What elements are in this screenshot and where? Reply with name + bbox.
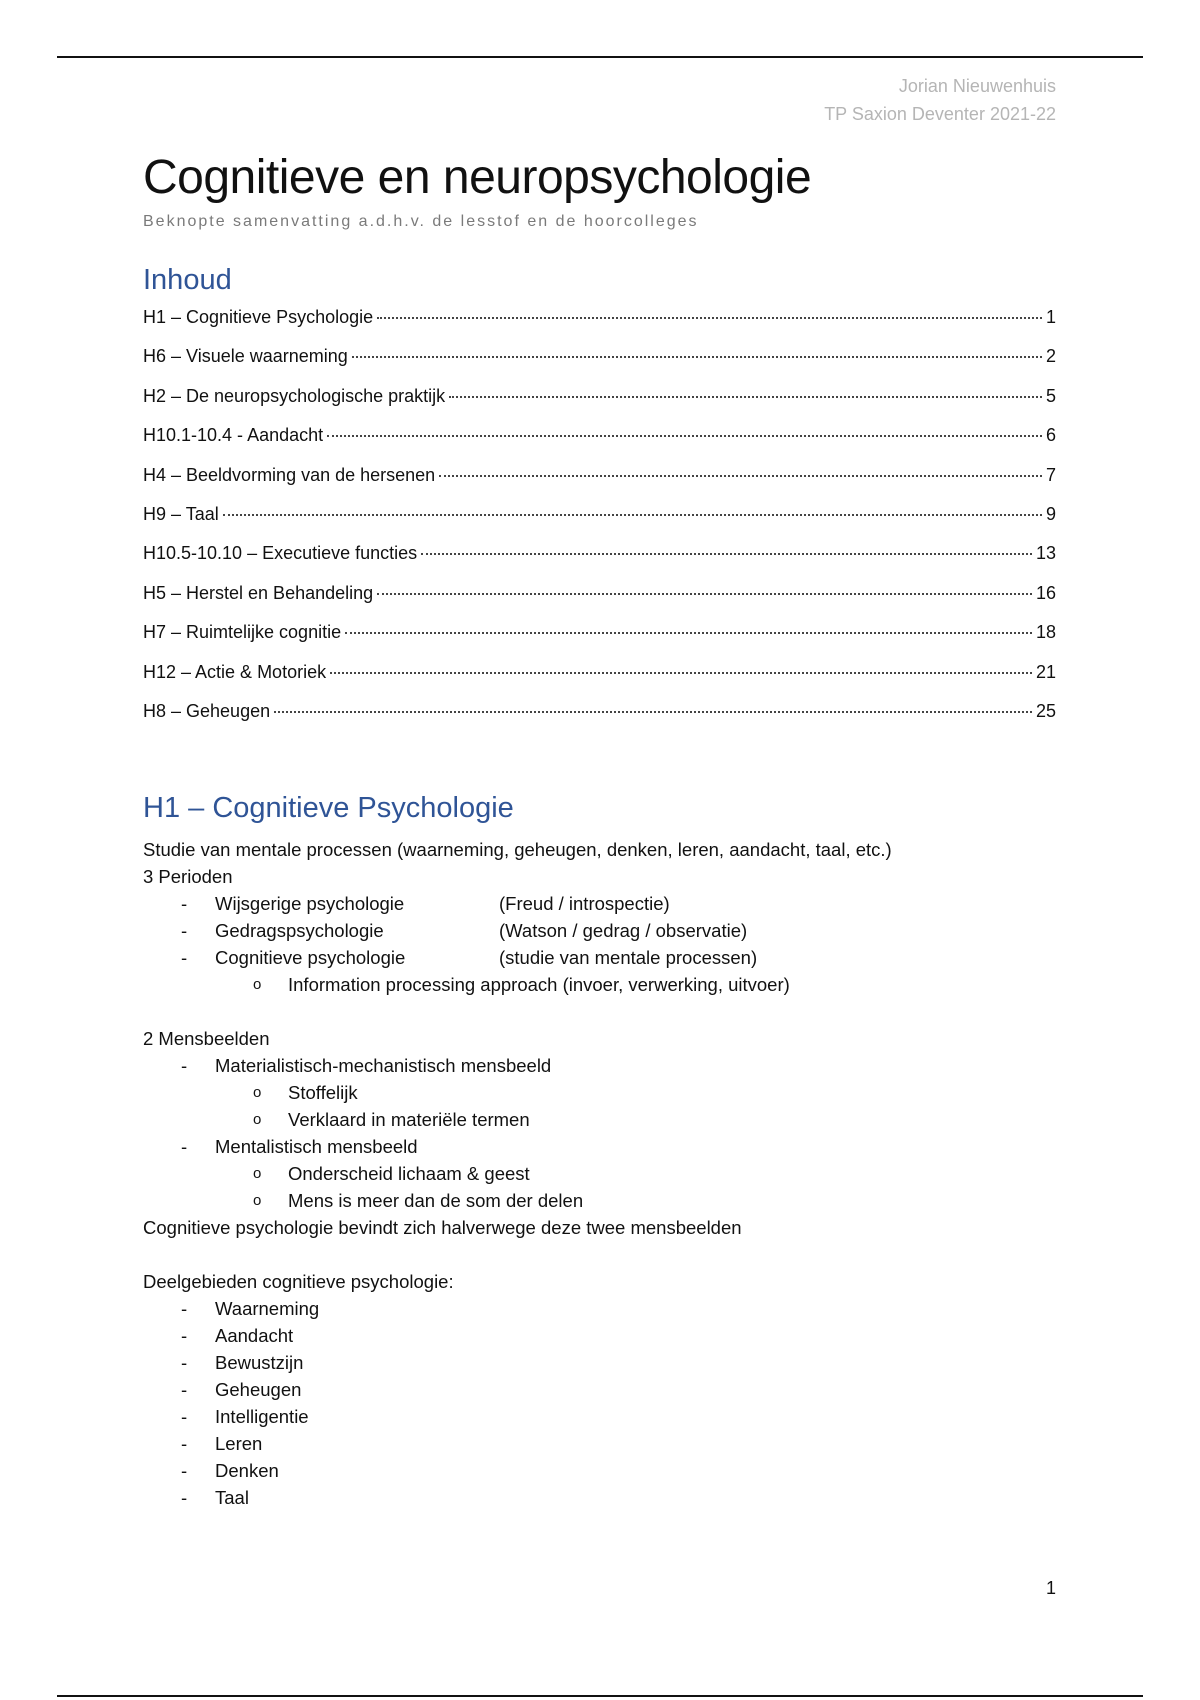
top-rule	[57, 56, 1143, 58]
toc-entry-label: H6 – Visuele waarneming	[143, 346, 348, 367]
list-item	[143, 890, 1056, 917]
period-name: Gedragspsychologie	[215, 920, 384, 941]
toc-entry-page: 16	[1035, 582, 1056, 603]
list-item	[143, 971, 1056, 998]
section-conclusion: Cognitieve psychologie bevindt zich halverwege deze twee mensbeelden	[143, 1217, 742, 1238]
document-title: Cognitieve en neuropsychologie	[143, 151, 812, 204]
list-item	[143, 917, 1056, 944]
dash-bullet: -	[181, 1487, 188, 1508]
toc-entry-label: H10.1-10.4 - Aandacht	[143, 425, 324, 446]
toc-entry[interactable]	[143, 465, 1056, 504]
dash-bullet: -	[181, 1433, 188, 1454]
table-of-contents	[143, 307, 1056, 740]
dash-bullet: -	[181, 1325, 188, 1346]
circle-bullet: o	[253, 1165, 262, 1182]
toc-entry-page: 5	[1045, 385, 1056, 406]
area-item: Intelligentie	[215, 1406, 309, 1427]
area-item: Aandacht	[215, 1325, 294, 1346]
list-item	[143, 1322, 1056, 1349]
circle-bullet: o	[253, 1192, 262, 1209]
toc-entry-label: H4 – Beeldvorming van de hersenen	[143, 464, 436, 485]
list-item	[143, 1052, 1056, 1079]
toc-leader-dots	[274, 711, 1032, 713]
blank-line	[143, 998, 1056, 1025]
author-name: Jorian Nieuwenhuis	[898, 76, 1056, 96]
blank-line	[143, 1241, 1056, 1268]
list-item	[143, 1295, 1056, 1322]
section-intro: Studie van mentale processen (waarneming, geheugen, denken, leren, aandacht, taal, etc.)	[143, 839, 892, 860]
toc-entry-label: H8 – Geheugen	[143, 700, 271, 721]
mensbeeld-subitem: Verklaard in materiële termen	[288, 1109, 530, 1130]
course-name: TP Saxion Deventer 2021-22	[824, 104, 1056, 124]
toc-entry-page: 6	[1045, 425, 1056, 446]
mensbeelden-title: 2 Mensbeelden	[143, 1028, 270, 1049]
dash-bullet: -	[181, 1460, 188, 1481]
page-number: 1	[1045, 1578, 1056, 1598]
area-item: Denken	[215, 1460, 279, 1481]
mensbeeld-subitem: Stoffelijk	[288, 1082, 358, 1103]
periods-title: 3 Perioden	[143, 866, 233, 887]
period-note: (Freud / introspectie)	[499, 893, 670, 914]
area-item: Leren	[215, 1433, 263, 1454]
list-item	[143, 1403, 1056, 1430]
dash-bullet: -	[181, 893, 188, 914]
period-name: Cognitieve psychologie	[215, 947, 406, 968]
period-note: (Watson / gedrag / observatie)	[499, 920, 748, 941]
toc-entry-page: 2	[1045, 346, 1056, 367]
list-item	[143, 1133, 1056, 1160]
list-item	[143, 1160, 1056, 1187]
section-body	[143, 836, 1056, 1511]
toc-entry[interactable]	[143, 386, 1056, 425]
toc-entry[interactable]	[143, 583, 1056, 622]
toc-entry[interactable]	[143, 543, 1056, 582]
list-item	[143, 1187, 1056, 1214]
toc-entry[interactable]	[143, 307, 1056, 346]
toc-leader-dots	[421, 553, 1032, 555]
circle-bullet: o	[253, 976, 262, 993]
toc-leader-dots	[327, 435, 1042, 437]
toc-leader-dots	[449, 396, 1042, 398]
circle-bullet: o	[253, 1084, 262, 1101]
toc-entry[interactable]	[143, 701, 1056, 740]
period-note: (studie van mentale processen)	[499, 947, 758, 968]
list-item	[143, 1457, 1056, 1484]
area-item: Geheugen	[215, 1379, 302, 1400]
dash-bullet: -	[181, 920, 188, 941]
list-item	[143, 1430, 1056, 1457]
toc-leader-dots	[352, 356, 1042, 358]
toc-leader-dots	[377, 593, 1032, 595]
area-item: Waarneming	[215, 1298, 320, 1319]
toc-entry-label: H1 – Cognitieve Psychologie	[143, 307, 374, 327]
area-item: Taal	[215, 1487, 249, 1508]
toc-entry-label: H2 – De neuropsychologische praktijk	[143, 385, 446, 406]
dash-bullet: -	[181, 1379, 188, 1400]
toc-entry-label: H12 – Actie & Motoriek	[143, 661, 327, 682]
toc-entry[interactable]	[143, 662, 1056, 701]
toc-entry-page: 13	[1035, 543, 1056, 564]
areas-title: Deelgebieden cognitieve psychologie:	[143, 1271, 454, 1292]
document-subtitle: Beknopte samenvatting a.d.h.v. de lesstof en de hoorcolleges	[143, 213, 699, 230]
period-subitem: Information processing approach (invoer, verwerking, uitvoer)	[288, 974, 790, 995]
list-item	[143, 1106, 1056, 1133]
dash-bullet: -	[181, 1055, 188, 1076]
toc-entry-page: 18	[1035, 622, 1056, 643]
toc-entry-label: H7 – Ruimtelijke cognitie	[143, 622, 342, 643]
toc-entry-page: 9	[1045, 503, 1056, 524]
area-item: Bewustzijn	[215, 1352, 304, 1373]
section-heading: H1 – Cognitieve Psychologie	[143, 792, 514, 824]
toc-entry[interactable]	[143, 504, 1056, 543]
circle-bullet: o	[253, 1111, 262, 1128]
dash-bullet: -	[181, 1406, 188, 1427]
list-item	[143, 1079, 1056, 1106]
list-item	[143, 1349, 1056, 1376]
list-item	[143, 1376, 1056, 1403]
toc-entry[interactable]	[143, 622, 1056, 661]
mensbeeld-subitem: Onderscheid lichaam & geest	[288, 1163, 530, 1184]
toc-entry-label: H5 – Herstel en Behandeling	[143, 582, 374, 603]
toc-leader-dots	[223, 514, 1042, 516]
dash-bullet: -	[181, 1352, 188, 1373]
toc-leader-dots	[439, 475, 1042, 477]
toc-entry-label: H9 – Taal	[143, 503, 219, 524]
toc-entry[interactable]	[143, 346, 1056, 385]
toc-leader-dots	[377, 317, 1042, 319]
toc-leader-dots	[345, 632, 1032, 634]
toc-entry-page: 21	[1035, 661, 1056, 682]
toc-entry-page: 7	[1045, 464, 1056, 485]
page-header	[824, 72, 1056, 128]
toc-entry-label: H10.5-10.10 – Executieve functies	[143, 543, 418, 564]
bottom-rule	[57, 1695, 1143, 1697]
list-item	[143, 944, 1056, 971]
dash-bullet: -	[181, 1298, 188, 1319]
mensbeeld-subitem: Mens is meer dan de som der delen	[288, 1190, 584, 1211]
toc-entry[interactable]	[143, 425, 1056, 464]
period-name: Wijsgerige psychologie	[215, 893, 405, 914]
toc-entry-page: 25	[1035, 700, 1056, 721]
toc-heading: Inhoud	[143, 264, 232, 296]
dash-bullet: -	[181, 947, 188, 968]
mensbeeld-name: Materialistisch-mechanistisch mensbeeld	[215, 1055, 552, 1076]
mensbeeld-name: Mentalistisch mensbeeld	[215, 1136, 418, 1157]
dash-bullet: -	[181, 1136, 188, 1157]
list-item	[143, 1484, 1056, 1511]
toc-leader-dots	[330, 672, 1032, 674]
toc-entry-page: 1	[1045, 307, 1056, 327]
